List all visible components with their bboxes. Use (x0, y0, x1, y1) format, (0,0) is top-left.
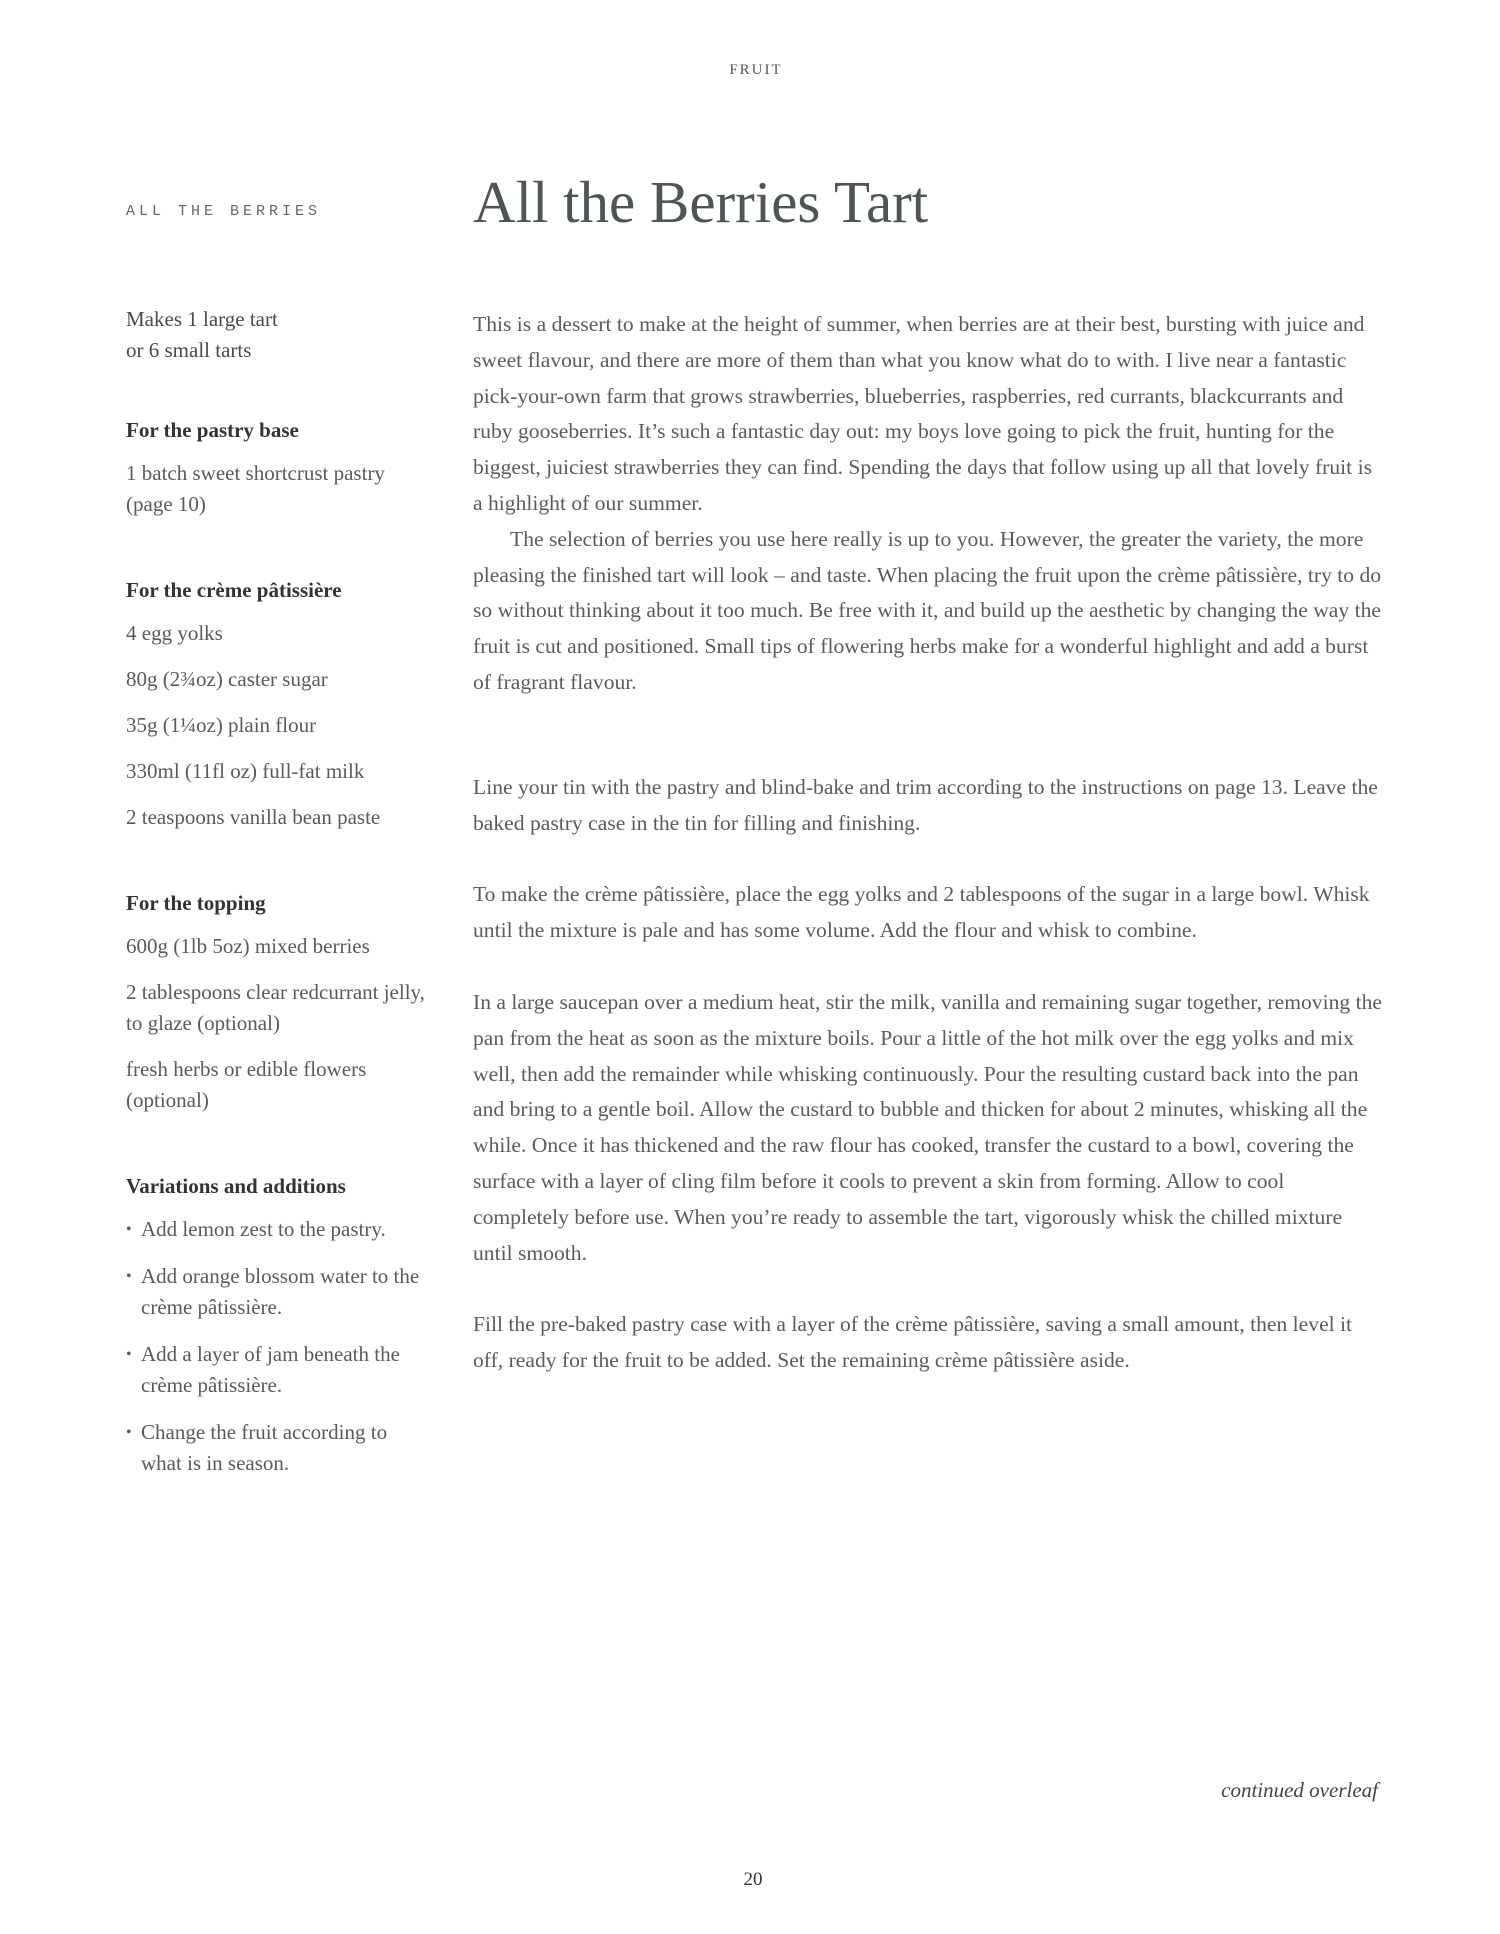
method-step: Fill the pre-baked pastry case with a layer of the crème pâtissière, saving a small amount, then level it off, ready for the fruit to be added. Set the remaining crème pâtissière aside. (473, 1312, 1353, 1373)
ingredient-item: 80g (2¾oz) caster sugar (126, 667, 328, 691)
ingredient-item: 600g (1lb 5oz) mixed berries (126, 934, 370, 958)
ingredient-item: 2 teaspoons vanilla bean paste (126, 805, 381, 829)
ingredient-list (126, 458, 426, 520)
ingredient-group-creme-patissiere (126, 575, 426, 833)
ingredient-item: 4 egg yolks (126, 621, 223, 645)
intro-paragraph: This is a dessert to make at the height of summer, when berries are at their best, bursting with juice and sweet flavour, and there are more of them than what you know what do to with. I live near a fantastic pick-your-own farm that grows strawberries, blueberries, raspberries, red currants, blackcurrants and ruby gooseberries. It’s such a fantastic day out: my boys love going to pick the fruit, hunting for the biggest, juiciest strawberries they can find. Spending the days that follow using up all that lovely fruit is a highlight of our summer. (473, 312, 1372, 515)
ingredient-group-heading: For the topping (126, 891, 266, 915)
variations-heading: Variations and additions (126, 1174, 346, 1198)
recipe-yield (126, 304, 426, 366)
recipe-body (473, 307, 1383, 1415)
page-number: 20 (743, 1869, 763, 1890)
method-step: Line your tin with the pastry and blind-bake and trim according to the instructions on page 13. Leave the baked pastry case in the tin for filling and finishing. (473, 774, 1378, 835)
variation-item: • Add orange blossom water to the crème pâtissière. (126, 1261, 426, 1323)
intro-paragraph: The selection of berries you use here really is up to you. However, the greater the variety, the more pleasing the finished tart will look – and taste. When placing the fruit upon the crème pâtissière, try to do so without thinking about it too much. Be free with it, and build up the aesthetic by changing the way the fruit is cut and positioned. Small tips of flowering herbs make for a wonderful highlight and add a burst of fragrant flavour. (473, 526, 1382, 694)
ingredient-group-heading: For the pastry base (126, 418, 299, 442)
method-step: In a large saucepan over a medium heat, stir the milk, vanilla and remaining sugar together, removing the pan from the heat as soon as the mixture boils. Pour a little of the hot milk over the egg yolks and mix well, then add the remainder while whisking continuously. Pour the resulting custard back into the pan and bring to a gentle boil. Allow the custard to bubble and thicken for about 2 minutes, whisking all the while. Once it has thickened and the raw flour has cooked, transfer the custard to a bowl, covering the surface with a layer of cling film before it cools to prevent a skin from forming. Allow to cool completely before use. When you’re ready to assemble the tart, vigorously whisk the chilled mixture until smooth. (473, 989, 1382, 1265)
yield-line: or 6 small tarts (126, 338, 252, 362)
running-head: FRUIT (729, 62, 783, 78)
variations-list (126, 1214, 426, 1479)
ingredients-sidebar (126, 304, 426, 1495)
ingredient-list (126, 931, 426, 1116)
continued-note: continued overleaf (1221, 1778, 1378, 1802)
variation-item: • Add lemon zest to the pastry. (126, 1214, 426, 1245)
method-step: To make the crème pâtissière, place the egg yolks and 2 tablespoons of the sugar in a large bowl. Whisk until the mixture is pale and has some volume. Add the flour and whisk to combine. (473, 882, 1370, 943)
intro-text (473, 307, 1383, 701)
variation-item: • Change the fruit according to what is in season. (126, 1417, 426, 1479)
ingredient-item: 35g (1¼oz) plain flour (126, 713, 317, 737)
ingredient-item: 2 tablespoons clear redcurrant jelly, to glaze (optional) (126, 980, 425, 1035)
ingredient-group-topping (126, 888, 426, 1116)
ingredient-item: 330ml (11fl oz) full-fat milk (126, 759, 365, 783)
ingredient-group-pastry (126, 415, 426, 520)
section-label: ALL THE BERRIES (126, 203, 322, 220)
variation-item: • Add a layer of jam beneath the crème pâtissière. (126, 1339, 426, 1401)
yield-line: Makes 1 large tart (126, 307, 278, 331)
variations-section (126, 1171, 426, 1479)
ingredient-item: 1 batch sweet shortcrust pastry (page 10) (126, 461, 385, 516)
method-steps (473, 770, 1383, 1379)
ingredient-list (126, 618, 426, 833)
recipe-title: All the Berries Tart (473, 169, 929, 235)
ingredient-item: fresh herbs or edible flowers (optional) (126, 1057, 367, 1112)
ingredient-group-heading: For the crème pâtissière (126, 578, 342, 602)
